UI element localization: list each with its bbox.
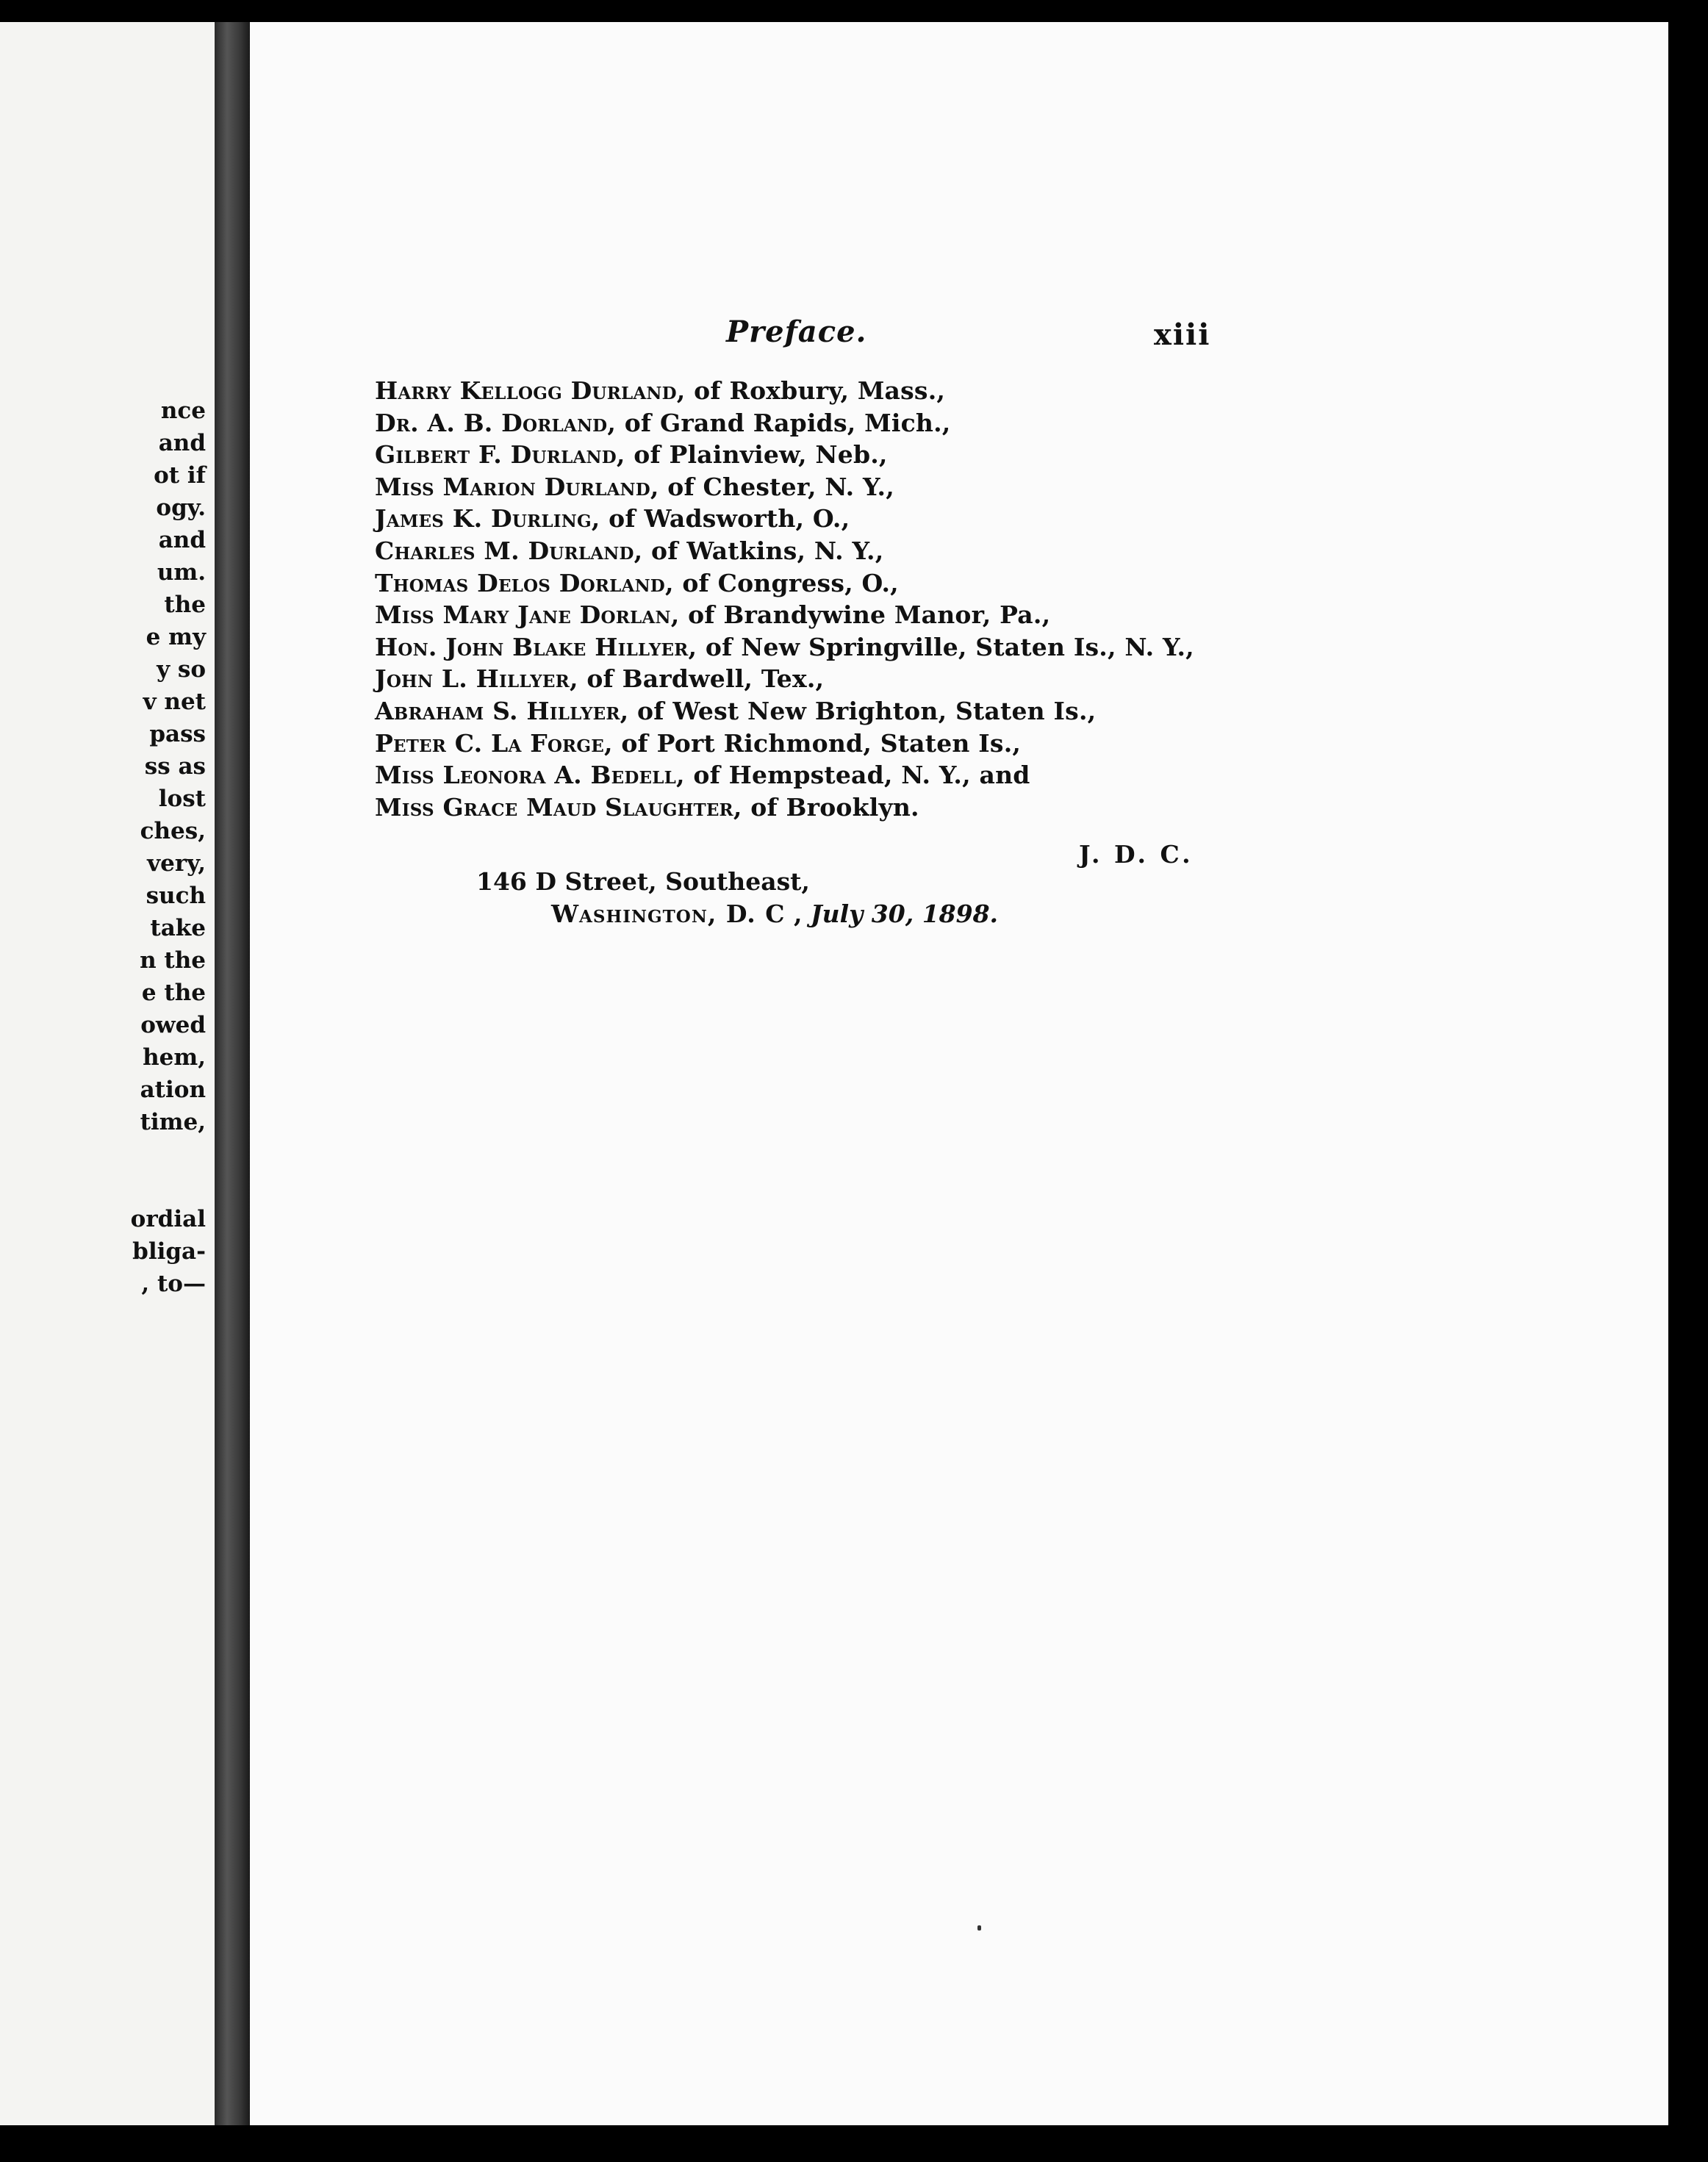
person-location: , of Plainview, Neb., [616, 440, 888, 470]
print-speck [977, 1925, 981, 1931]
person-name: Miss Leonora A. Bedell [375, 761, 676, 790]
person-name: Peter C. La Forge [375, 728, 604, 758]
person-location: , of Brooklyn. [733, 792, 919, 822]
person-name: Harry Kellogg Durland [375, 376, 677, 405]
person-location: , of Grand Rapids, Mich., [607, 408, 951, 437]
text-fragment: ation [140, 1077, 206, 1103]
person-location: , of Wadsworth, O., [591, 504, 850, 534]
facing-page [0, 22, 215, 2125]
text-fragment: y so [157, 656, 206, 683]
person-name: Hon. John Blake Hillyer [375, 632, 689, 661]
text-fragment: such [146, 883, 206, 909]
person-name: Charles M. Durland [375, 536, 634, 565]
text-fragment: , to— [141, 1271, 206, 1297]
list-item [375, 759, 1194, 791]
text-fragment: ordial [130, 1206, 206, 1232]
date: July 30, 1898. [810, 899, 999, 928]
person-name: Abraham S. Hillyer [375, 696, 620, 725]
text-fragment: e my [146, 624, 206, 650]
text-fragment: ches, [140, 818, 206, 844]
person-name: Miss Grace Maud Slaughter [375, 792, 733, 822]
list-item [375, 728, 1194, 760]
text-fragment: owed [140, 1012, 206, 1038]
text-fragment: ogy. [156, 495, 206, 521]
running-header: Preface. [726, 315, 867, 349]
text-fragment: lost [158, 786, 206, 812]
text-fragment: v net [143, 689, 206, 715]
text-fragment: n the [140, 947, 206, 974]
person-location: , of Roxbury, Mass., [676, 376, 946, 405]
book-page [250, 22, 1668, 2125]
person-location: , of Congress, O., [664, 568, 899, 597]
person-name: Dr. A. B. Dorland [375, 408, 608, 437]
acknowledgement-list [375, 375, 1194, 823]
list-item [375, 375, 1194, 407]
list-item [375, 439, 1194, 471]
place-and-date: Washington, D. C , July 30, 1898. [551, 899, 999, 928]
text-fragment: ot if [154, 462, 206, 489]
text-fragment: um. [157, 559, 206, 586]
address-line: 146 D Street, Southeast, [476, 867, 810, 896]
list-item [375, 695, 1194, 728]
person-name: Gilbert F. Durland [375, 440, 617, 470]
list-item [375, 663, 1194, 695]
text-fragment: nce [160, 398, 206, 424]
person-location: , of Brandywine Manor, Pa., [670, 600, 1051, 630]
person-name: Miss Mary Jane Dorlan [375, 600, 671, 630]
person-location: , of West New Brighton, Staten Is., [620, 696, 1097, 725]
person-name: Miss Marion Durland [375, 472, 650, 501]
text-fragment: take [150, 915, 206, 941]
author-initials: J. D. C. [1079, 840, 1194, 869]
person-location: , of New Springville, Staten Is., N. Y., [688, 632, 1194, 661]
text-fragment: hem, [143, 1044, 206, 1071]
text-fragment: ss as [144, 753, 206, 780]
person-location: , of Watkins, N. Y., [634, 536, 884, 565]
page-number: xiii [1154, 317, 1211, 352]
list-item [375, 567, 1194, 600]
person-location: , of Hempstead, N. Y., and [676, 761, 1030, 790]
list-item [375, 599, 1194, 631]
list-item [375, 471, 1194, 503]
text-fragment: and [158, 430, 206, 456]
list-item [375, 407, 1194, 439]
book-gutter [215, 22, 250, 2125]
person-name: John L. Hillyer [375, 664, 570, 694]
text-fragment: very, [147, 850, 206, 877]
person-location: , of Chester, N. Y., [650, 472, 894, 501]
text-fragment: bliga- [132, 1238, 206, 1265]
text-fragment: pass [149, 721, 206, 747]
person-location: , of Bardwell, Tex., [569, 664, 825, 694]
text-fragment: and [158, 527, 206, 553]
text-fragment: e the [141, 980, 206, 1006]
list-item [375, 503, 1194, 535]
person-location: , of Port Richmond, Staten Is., [603, 728, 1022, 758]
text-fragment: the [164, 592, 206, 618]
text-fragment: time, [140, 1109, 206, 1135]
list-item [375, 535, 1194, 567]
person-name: Thomas Delos Dorland [375, 568, 665, 597]
list-item [375, 791, 1194, 824]
city: Washington, D. C [551, 899, 786, 928]
list-item [375, 631, 1194, 664]
person-name: James K. Durling [375, 504, 592, 534]
